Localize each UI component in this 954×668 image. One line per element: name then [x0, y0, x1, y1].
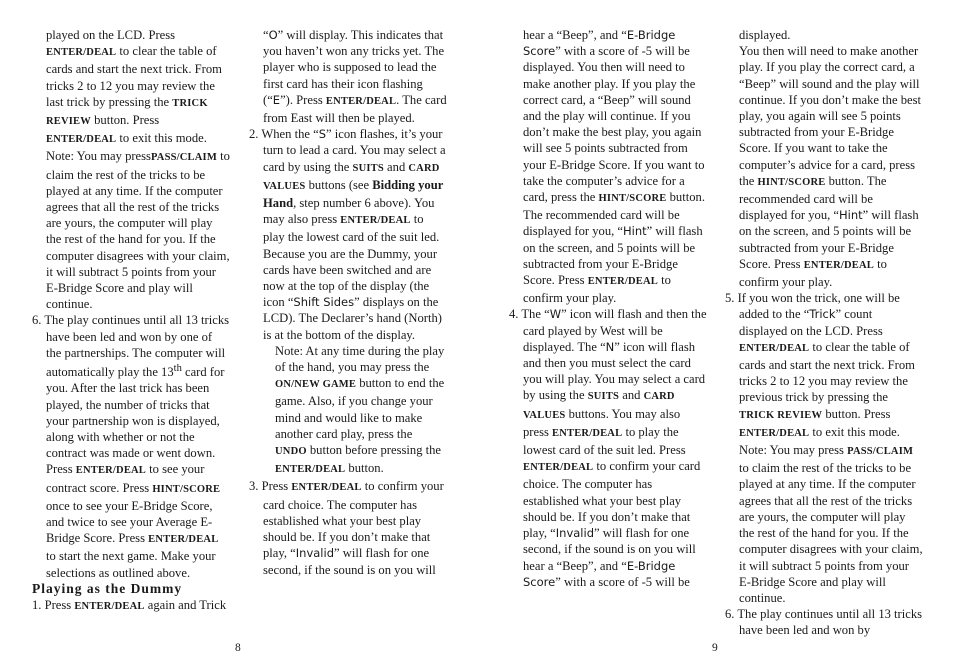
text-run: Shift Sides	[293, 295, 355, 310]
text-run: ” icon will flash and then you must select the card you will play. You may select a card by using the	[523, 339, 706, 403]
text-run: card for you. After the last trick has been played, the number of tricks that your partnership won is displayed, along with whether or not the contract was made or went down. Press	[46, 365, 225, 477]
text-run: buttons (see	[305, 177, 373, 192]
text-run: HINT/SCORE	[152, 483, 221, 495]
text-run: to confirm your play.	[523, 273, 671, 306]
text-run: SUITS	[352, 162, 384, 174]
step-3-confirm-card	[249, 478, 447, 577]
text-run: 6. The play continues until all 13 tricks have been led and won by one of the partnerships. The computer will automatically play the 13	[32, 313, 230, 380]
text-run: to exit this mode. Note: You may press	[46, 131, 207, 164]
text-run: , step number 6 above). You may also press	[263, 196, 435, 227]
text-run: to confirm your card choice. The computer has established what your best play should be. If you don’t make that play, “	[523, 459, 701, 541]
text-run: HINT/SCORE	[598, 193, 667, 205]
text-run: to start the next game. Make your selections as outlined above.	[46, 549, 216, 580]
text-run: TRICK REVIEW	[739, 409, 823, 421]
text-run: CARD VALUES	[523, 391, 675, 421]
text-run: ENTER/DEAL	[291, 482, 362, 494]
text-run: ” will flash for one second, if the sound is on you will	[263, 546, 436, 577]
text-run: to see your contract score. Press	[46, 462, 205, 495]
text-run: ” with a score of -5 will be	[555, 574, 690, 589]
text-run: th	[173, 363, 182, 375]
text-run: Hint	[623, 224, 647, 239]
text-run: button. Press	[822, 406, 891, 421]
text-run: button before pressing the	[306, 443, 442, 458]
text-run: ”). Press	[280, 92, 326, 107]
step-2-lead-card	[249, 126, 447, 343]
text-run: button to end the game. Also, if you change your mind and would like to make another card play, press the	[275, 376, 445, 441]
column-4	[725, 27, 923, 639]
text-run: 6. The play continues until all 13 tricks have been led and won by	[725, 607, 923, 638]
text-run: TRICK REVIEW	[46, 97, 208, 128]
text-run: to claim the rest of the tricks to be played at any time. If the computer agrees that all the rest of the tricks are yours, the computer will play the rest of the hand for you. If the computer disagrees with your claim, it will subtract 5 points from your E-Bridge Score and play will continue.	[739, 461, 923, 605]
step-1-press-enter	[32, 597, 230, 615]
text-run: N	[605, 339, 615, 354]
text-run: PASS/CLAIM	[847, 446, 914, 458]
text-run: to confirm your play.	[739, 256, 887, 290]
step-4-west-plays	[509, 306, 707, 589]
text-run: ENTER/DEAL	[803, 259, 874, 271]
text-run: button. The recommended card will be displayed for you, “	[739, 173, 887, 223]
text-run: displayed.	[739, 28, 791, 42]
text-run: E	[272, 92, 281, 107]
text-run: Hint	[839, 208, 863, 223]
text-run: UNDO	[275, 446, 307, 458]
text-run: to claim the rest of the tricks to be played at any time. If the computer agrees that all the rest of the tricks are yours, the computer will play the rest of the hand for you. If the computer disagrees with your claim, it will subtract 5 points from your E-Bridge Score and play will continue.	[46, 149, 230, 312]
text-run: again and Trick	[144, 598, 227, 613]
text-run: ENTER/DEAL	[739, 427, 810, 439]
paragraph-another-play	[725, 43, 923, 290]
step-6-play-continues-right	[725, 606, 923, 638]
text-run: ENTER/DEAL	[75, 465, 147, 477]
text-run: ENTER/DEAL	[46, 47, 117, 59]
text-run: ” with a score of -5 will be displayed. You then will need to make another play. If you play the correct card, a “Beep” will sound and the play will continue. If you don’t make the best play, you again will see 5 points subtracted from your E-Bridge Score. If you want to take the computer’s advice for a card, press the	[523, 44, 705, 205]
text-run: and	[619, 388, 644, 403]
text-run: ” will flash on the screen, and 5 points will be subtracted from your E-Bridge Score. Press	[523, 224, 703, 288]
text-run: “	[263, 28, 269, 42]
column-3	[509, 27, 707, 590]
page-number-left: 8	[235, 642, 241, 654]
text-run: to play the lowest card of the suit led. Press	[523, 424, 686, 458]
text-run: ENTER/DEAL	[148, 534, 219, 546]
text-run: ENTER/DEAL	[275, 464, 346, 476]
text-run: ENTER/DEAL	[325, 95, 397, 107]
text-run: 3. Press	[249, 479, 292, 494]
text-run: once to see your E-Bridge Score, and twice to see your Average E-Bridge Score. Press	[46, 498, 213, 546]
step-6-play-continues	[32, 312, 230, 580]
text-run: ” will flash for one second, if the sound is on you will hear a “Beep”, and “	[523, 526, 696, 573]
text-run: O	[268, 28, 278, 42]
text-run: to clear the table of cards and start the next trick. From tricks 2 to 12 you may review the previous trick by pressing the	[739, 339, 915, 405]
text-run: ” displays on the LCD). The Declarer’s hand (North) is at the bottom of the display.	[263, 295, 442, 342]
paragraph-displayed	[725, 27, 923, 43]
text-run: played on the LCD. Press	[46, 28, 176, 42]
text-run: HINT/SCORE	[757, 176, 826, 188]
text-run: ” will flash on the screen, and 5 points will be subtracted from your E-Bridge Score. Press	[739, 208, 919, 271]
section-heading-dummy: Playing as the Dummy	[32, 580, 183, 596]
text-run: ENTER/DEAL	[739, 342, 810, 354]
text-run: ENTER/DEAL	[523, 462, 594, 474]
text-run: You then will need to make another play. If you play the correct card, a “Beep” will sound and the play will continue. If you don’t make the best play, you again will see 5 points subtracted from your E-Bridge Score. If you want to take the computer’s advice for a card, press the	[739, 44, 921, 188]
text-run: Trick	[809, 307, 836, 322]
note-new-game	[249, 343, 447, 479]
text-run: PASS/CLAIM	[150, 152, 217, 164]
text-run: buttons. You may also press	[523, 406, 681, 439]
page-number-right: 9	[712, 642, 718, 654]
text-run: hear a “Beep”, and “	[523, 28, 627, 42]
text-run: to confirm your card choice. The computer has established what your best play should be. If you don’t make that play, “	[263, 479, 444, 561]
text-run: and	[383, 159, 409, 174]
text-run: ENTER/DEAL	[552, 427, 623, 439]
text-run: ENTER/DEAL	[74, 601, 145, 613]
text-run: button. The recommended card will be displayed for you, “	[523, 190, 705, 239]
text-run: E-Bridge Score	[523, 28, 676, 59]
text-run: Invalid	[295, 546, 334, 561]
text-run: to clear the table of cards and start the next trick. From tricks 2 to 12 you may review the last trick by pressing the	[46, 44, 222, 109]
text-run: 4. The “	[509, 307, 550, 322]
text-run: W	[549, 307, 562, 322]
step-5-won-trick	[725, 290, 923, 606]
text-run: S	[318, 127, 327, 142]
text-run: ” will display. This indicates that you haven’t won any tricks yet. The player who is supposed to lead the first card has their icon flashing (“	[263, 28, 445, 107]
paragraph-beep-score	[509, 27, 707, 306]
text-run: 1. Press	[32, 598, 75, 613]
text-run: ENTER/DEAL	[46, 134, 117, 146]
text-run: ” icon flashes, it’s your turn to lead a card. You may select a card by using the	[263, 127, 446, 174]
text-run: ” icon will flash and then the card played by West will be displayed. The “	[523, 307, 707, 354]
text-run: button.	[345, 461, 384, 476]
text-run: ON/NEW GAME	[275, 379, 357, 391]
text-run: 5. If you won the trick, one will be added to the “	[725, 291, 900, 322]
paragraph-no-tricks	[249, 27, 447, 126]
paragraph-claim-note	[32, 27, 230, 312]
text-run: Bidding your Hand	[263, 177, 444, 211]
text-run: to exit this mode. Note: You may press	[739, 424, 900, 458]
text-run: Note: At any time during the play of the hand, you may press the	[275, 343, 445, 375]
column-1	[32, 27, 230, 615]
text-run: . The card from East will then be played.	[263, 92, 447, 126]
text-run: SUITS	[587, 391, 620, 403]
text-run: CARD VALUES	[263, 162, 440, 192]
text-run: button. Press	[90, 113, 160, 128]
text-run: Invalid	[555, 526, 594, 541]
text-run: to play the lowest card of the suit led. Because you are the Dummy, your cards have been switched and are now at the top of the display (the icon “	[263, 212, 440, 310]
column-2	[249, 27, 447, 578]
text-run: ENTER/DEAL	[587, 276, 658, 288]
text-run: ” count displayed on the LCD. Press	[739, 307, 883, 338]
text-run: 2. When the “	[249, 127, 319, 142]
text-run: E-Bridge Score	[523, 558, 676, 589]
text-run: ENTER/DEAL	[340, 215, 411, 227]
